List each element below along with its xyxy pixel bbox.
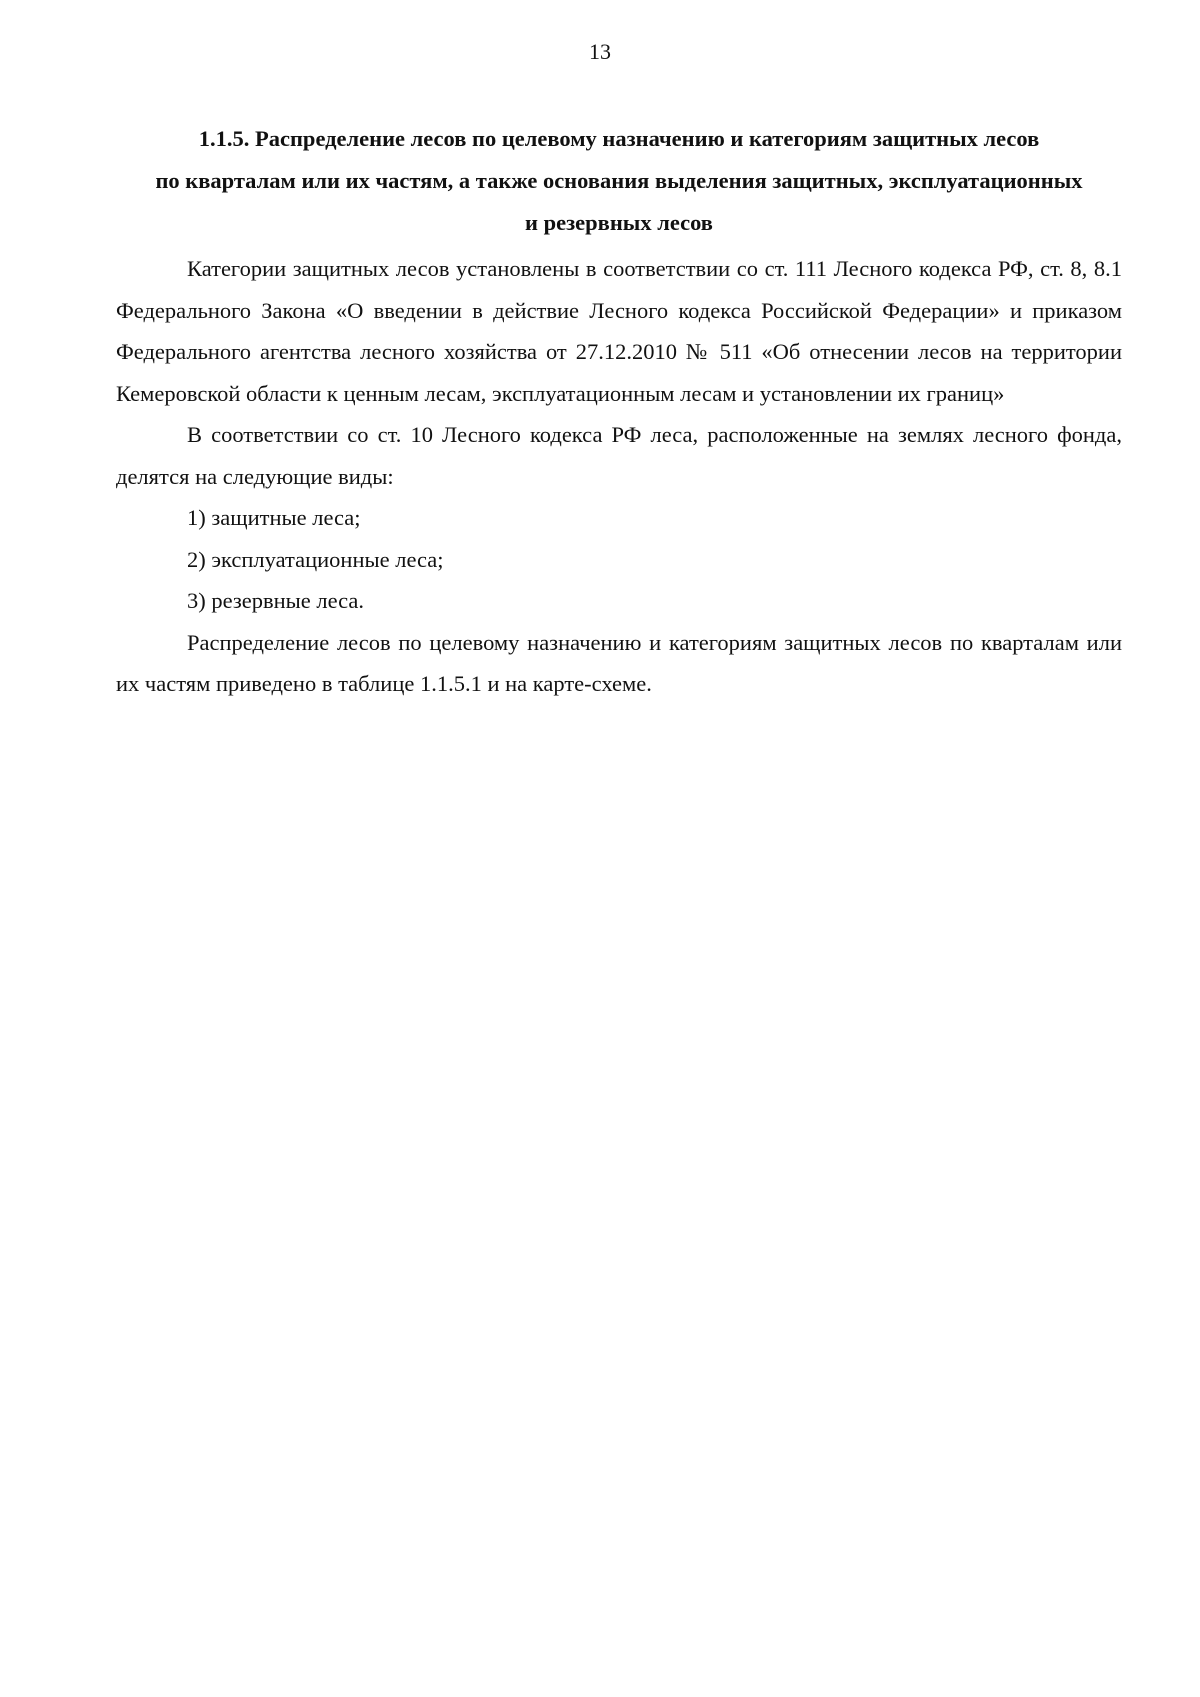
list-item-production-forests: 2) эксплуатационные леса;: [187, 546, 444, 572]
section-heading-line-3: и резервных лесов: [525, 210, 713, 235]
page-number: 13: [589, 39, 611, 64]
paragraph-distribution-reference: Распределение лесов по целевому назначению и категориям защитных лесов по кварталам или их частям приведено в таблице 1.1.5.1 и на карте-схеме.: [116, 629, 1122, 696]
paragraph-forest-types-intro: В соответствии со ст. 10 Лесного кодекса РФ леса, расположенные на землях лесного фонда, делятся на следующие виды:: [116, 422, 1122, 489]
list-item-protective-forests: 1) защитные леса;: [187, 505, 361, 530]
section-heading-line-1: 1.1.5. Распределение лесов по целевому назначению и категориям защитных лесов: [198, 126, 1040, 151]
list-item-reserve-forests: 3) резервные леса.: [187, 588, 365, 613]
section-heading-line-2: по кварталам или их частям, а также основания выделения защитных, эксплуатационных: [155, 168, 1083, 193]
section-heading: [116, 118, 1122, 244]
page-content: [116, 118, 1122, 705]
paragraph-protective-forest-categories: Категории защитных лесов установлены в соответствии со ст. 111 Лесного кодекса РФ, ст. 8, 8.1 Федерального Закона «О введении в действие Лесного кодекса Российской Федерации» и приказом Федерального агентства лесного хозяйства от 27.12.2010 № 511 «Об отнесении лесов на территории Кемеровской области к ценным лесам, эксплуатационным лесам и установлении их границ»: [116, 256, 1122, 406]
